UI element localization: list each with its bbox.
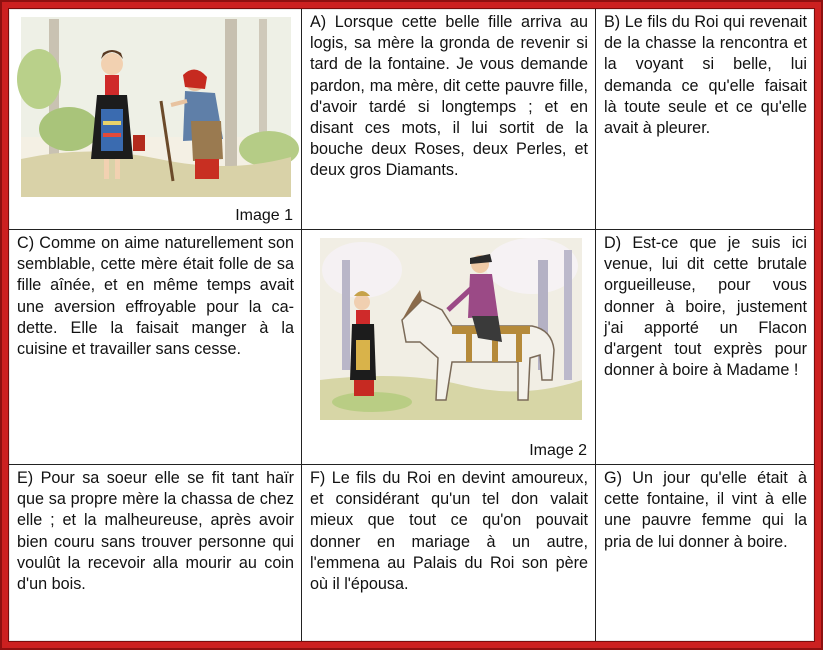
paragraph-g: G) Un jour qu'elle était à cette fontaine, il vint à elle une pauvre femme qui la pria de lui donner à boire. (604, 469, 807, 551)
paragraph-a: A) Lorsque cette belle fille arriva au logis, sa mère la gronda de revenir si tard de la fontaine. Je vous demande pardon, ma mère, dit cette pauvre fille, d'avoir tardé si longtemps ; et en disant ces mots, il lui sortit de la bouche deux Roses, deux Perles, et deux gros Diamants. (302, 9, 596, 230)
paragraph-f: F) Le fils du Roi en devint amoureux, et considérant qu'un tel don valait mieux que tout ce qu'on pouvait donner en mariage à un autre, l'emmena au Palais du Roi son père où il l'épousa. (302, 465, 596, 641)
paragraph-d: D) Est-ce que je suis ici venue, lui dit cette brutale orgueilleuse, pour vous donner à boire, justement j'ai apporté un Flacon d'argent tout exprès pour donner à boire à Madame ! (596, 230, 814, 465)
illustration-prince-on-horse (302, 230, 595, 464)
illustration-girl-and-old-woman (9, 9, 301, 229)
image-2-cell (302, 230, 596, 465)
image-2-caption: Image 2 (529, 441, 587, 459)
image-1-caption: Image 1 (235, 206, 293, 224)
paragraph-b: B) Le fils du Roi qui revenait de la chasse la rencontra et la voyant si belle, lui demanda ce qu'elle faisait là toute seule et ce qu'elle avait à pleurer. (596, 9, 814, 230)
image-1-cell (9, 9, 302, 230)
paragraph-e: E) Pour sa soeur elle se fit tant haïr que sa propre mère la chassa de chez elle ; et la malheureuse, après avoir bien couru sans trouver personne qui voulût la recevoir alla mourir au coin d'un bois. (9, 465, 302, 641)
paragraph-c: C) Comme on aime naturellement son semblable, cette mère était folle de sa fille aînée, et en même temps avait une aversion effroyable pour la cadette. Elle la faisait manger à la cuisine et travailler sans cesse. (9, 230, 302, 465)
story-table (8, 8, 815, 642)
